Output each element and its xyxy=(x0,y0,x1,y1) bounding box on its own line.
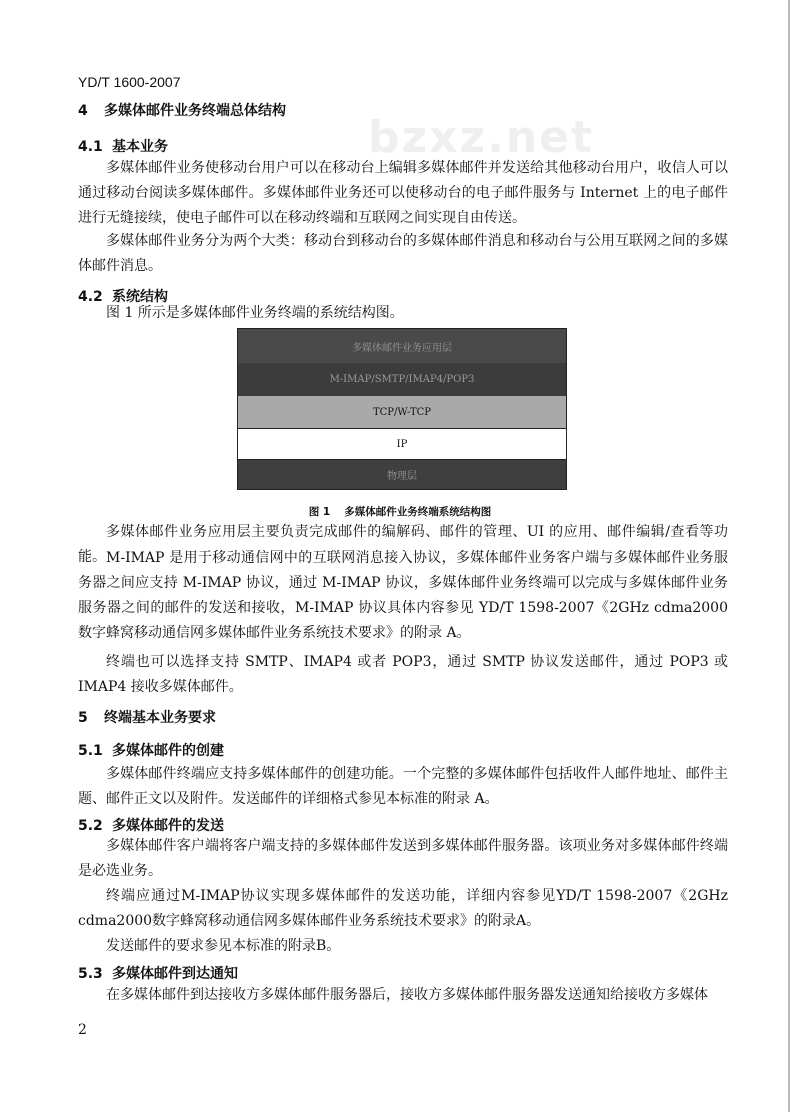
section-number: 4 xyxy=(78,103,88,119)
layer-ip: IP xyxy=(238,428,566,460)
layer-transport: TCP/W-TCP xyxy=(238,396,566,428)
document-id-header: YD/T 1600-2007 xyxy=(78,74,181,90)
section-number: 5.2 xyxy=(78,818,103,834)
section-title: 多媒体邮件业务终端总体结构 xyxy=(104,103,286,119)
layer-application: 多媒体邮件业务应用层 xyxy=(238,329,566,363)
section-5-3-heading xyxy=(78,963,238,983)
page-number: 2 xyxy=(78,1022,87,1038)
section-title: 终端基本业务要求 xyxy=(104,710,216,726)
section-title: 多媒体邮件到达通知 xyxy=(112,966,238,982)
section-title: 多媒体邮件的创建 xyxy=(112,743,224,759)
section-4-heading xyxy=(78,100,286,120)
paragraph: 终端应通过M-IMAP协议实现多媒体邮件的发送功能，详细内容参见YD/T 1598-2007《2GHz cdma2000数字蜂窝移动通信网多媒体邮件业务系统技术要求》的附录A。 xyxy=(78,888,728,929)
paragraph: 多媒体邮件终端应支持多媒体邮件的创建功能。一个完整的多媒体邮件包括收件人邮件地址、邮件主题、邮件正文以及附件。发送邮件的详细格式参见本标准的附录 A。 xyxy=(78,766,728,807)
paragraph: 图 1 所示是多媒体邮件业务终端的系统结构图。 xyxy=(106,305,404,321)
paragraph: 多媒体邮件业务分为两个大类：移动台到移动台的多媒体邮件消息和移动台与公用互联网之间的多媒体邮件消息。 xyxy=(78,233,728,274)
section-5-heading xyxy=(78,707,216,727)
section-title: 系统结构 xyxy=(112,289,168,305)
paragraph: 多媒体邮件业务应用层主要负责完成邮件的编解码、邮件的管理、UI 的应用、邮件编辑/查看等功能。 xyxy=(78,524,728,565)
section-number: 4.1 xyxy=(78,139,103,155)
system-architecture-diagram xyxy=(237,328,567,490)
section-number: 5.1 xyxy=(78,743,103,759)
paragraph: 多媒体邮件客户端将客户端支持的多媒体邮件发送到多媒体邮件服务器。该项业务对多媒体邮件终端是必选业务。 xyxy=(78,838,728,879)
paragraph: 在多媒体邮件到达接收方多媒体邮件服务器后，接收方多媒体邮件服务器发送通知给接收方多媒体 xyxy=(106,987,708,1003)
section-5-1-heading xyxy=(78,740,224,760)
watermark: bzxz.net xyxy=(368,112,595,163)
figure-caption xyxy=(0,504,800,519)
paragraph: 发送邮件的要求参见本标准的附录B。 xyxy=(106,938,341,954)
paragraph: 多媒体邮件业务使移动台用户可以在移动台上编辑多媒体邮件并发送给其他移动台用户，收信人可以通过移动台阅读多媒体邮件。多媒体邮件业务还可以使移动台的电子邮件服务与 Internet 上的电子邮件进行无缝接续，使电子邮件可以在移动终端和互联网之间实现自由传送。 xyxy=(78,160,728,226)
section-number: 5 xyxy=(78,710,88,726)
scan-edge-line xyxy=(788,0,790,1112)
paragraph: 终端也可以选择支持 SMTP、IMAP4 或者 POP3，通过 SMTP 协议发送邮件，通过 POP3 或 IMAP4 接收多媒体邮件。 xyxy=(78,654,728,695)
figure-caption-text: 多媒体邮件业务终端系统结构图 xyxy=(344,506,492,518)
section-number: 4.2 xyxy=(78,289,103,305)
section-5-2-heading xyxy=(78,815,224,835)
section-title: 多媒体邮件的发送 xyxy=(112,818,224,834)
paragraph: M-IMAP 是用于移动通信网中的互联网消息接入协议，多媒体邮件业务客户端与多媒体邮件业务服务器之间应支持 M-IMAP 协议，通过 M-IMAP 协议，多媒体邮件业务终端可以完成与多媒体邮件业务服务器之间的邮件的发送和接收，M-IMAP 协议具体内容参见 YD/T 1598-2007《2GHz cdma2000 数字蜂窝移动通信网多媒体邮件业务系统技术要求》的附录 A。 xyxy=(78,550,728,641)
figure-number: 图 1 xyxy=(308,506,331,518)
section-title: 基本业务 xyxy=(112,139,168,155)
layer-physical: 物理层 xyxy=(238,460,566,489)
layer-mail-protocols: M-IMAP/SMTP/IMAP4/POP3 xyxy=(238,363,566,396)
section-number: 5.3 xyxy=(78,966,103,982)
